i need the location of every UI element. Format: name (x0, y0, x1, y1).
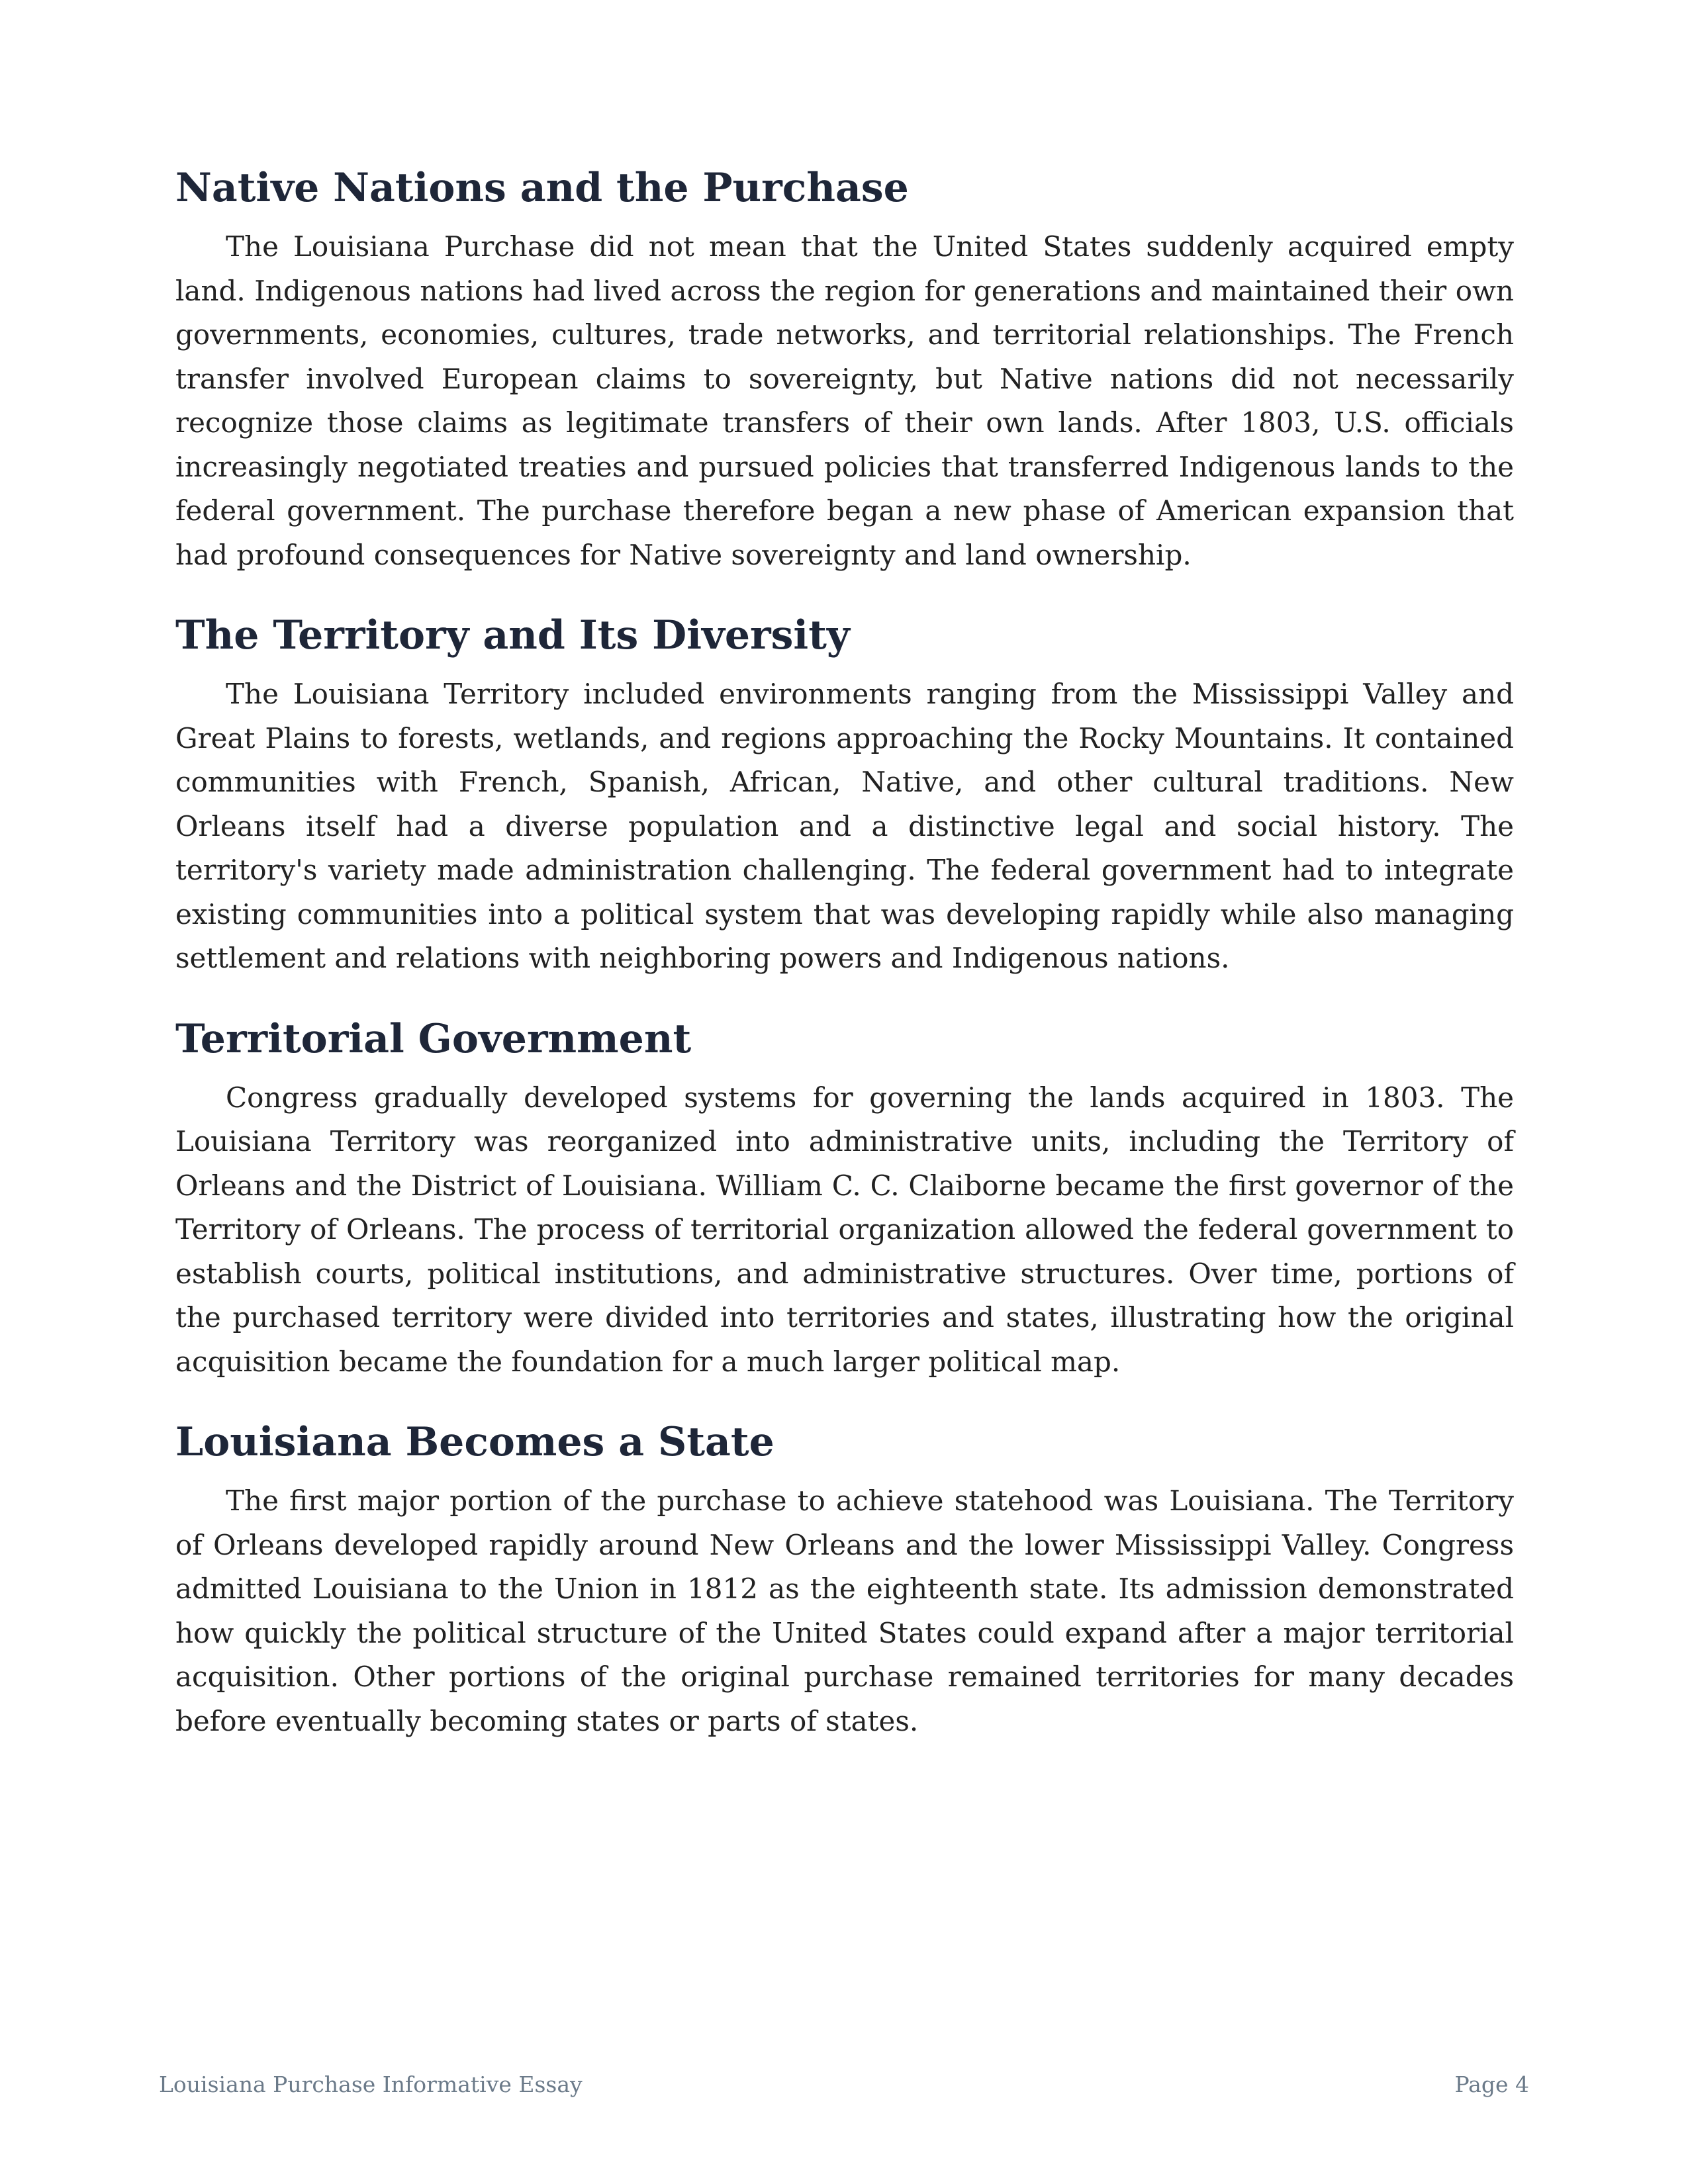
footer-document-title: Louisiana Purchase Informative Essay (159, 2071, 583, 2097)
section-heading: Territorial Government (175, 1015, 692, 1062)
section-native-nations (175, 164, 1514, 577)
section-louisiana-statehood (175, 1418, 1514, 1743)
footer-page-number: Page 4 (1454, 2071, 1529, 2097)
section-territorial-government (175, 1015, 1514, 1385)
section-heading: Louisiana Becomes a State (175, 1419, 774, 1465)
section-heading: The Territory and Its Diversity (175, 612, 850, 659)
document-body (175, 132, 1514, 1743)
section-territory-diversity (175, 612, 1514, 981)
section-paragraph: The Louisiana Purchase did not mean that the United States suddenly acquired empty land. Indigenous nations had lived across the region for generations and maintained their own governments, economies, cultures, trade networks, and territorial relationships. The French transfer involved European claims to sovereignty, but Native nations did not necessarily recognize those claims as legitimate transfers of their own lands. After 1803, U.S. officials increasingly negotiated treaties and pursued policies that transferred Indigenous lands to the federal government. The purchase therefore began a new phase of American expansion that had profound consequences for Native sovereignty and land ownership. (175, 230, 1514, 571)
section-heading: Native Nations and the Purchase (175, 165, 909, 211)
section-paragraph: The first major portion of the purchase to achieve statehood was Louisiana. The Territory of Orleans developed rapidly around New Orleans and the lower Mississippi Valley. Congress admitted Louisiana to the Union in 1812 as the eighteenth state. Its admission demonstrated how quickly the political structure of the United States could expand after a major territorial acquisition. Other portions of the original purchase remained territories for many decades before eventually becoming states or parts of states. (175, 1484, 1514, 1737)
section-paragraph: Congress gradually developed systems for governing the lands acquired in 1803. The Louisiana Territory was reorganized into administrative units, including the Territory of Orleans and the District of Louisiana. William C. C. Claiborne became the first governor of the Territory of Orleans. The process of territorial organization allowed the federal government to establish courts, political institutions, and administrative structures. Over time, portions of the purchased territory were divided into territories and states, illustrating how the original acquisition became the foundation for a much larger political map. (175, 1081, 1514, 1378)
section-paragraph: The Louisiana Territory included environments ranging from the Mississippi Valley and Great Plains to forests, wetlands, and regions approaching the Rocky Mountains. It contained communities with French, Spanish, African, Native, and other cultural traditions. New Orleans itself had a diverse population and a distinctive legal and social history. The territory's variety made administration challenging. The federal government had to integrate existing communities into a political system that was developing rapidly while also managing settlement and relations with neighboring powers and Indigenous nations. (175, 678, 1514, 974)
